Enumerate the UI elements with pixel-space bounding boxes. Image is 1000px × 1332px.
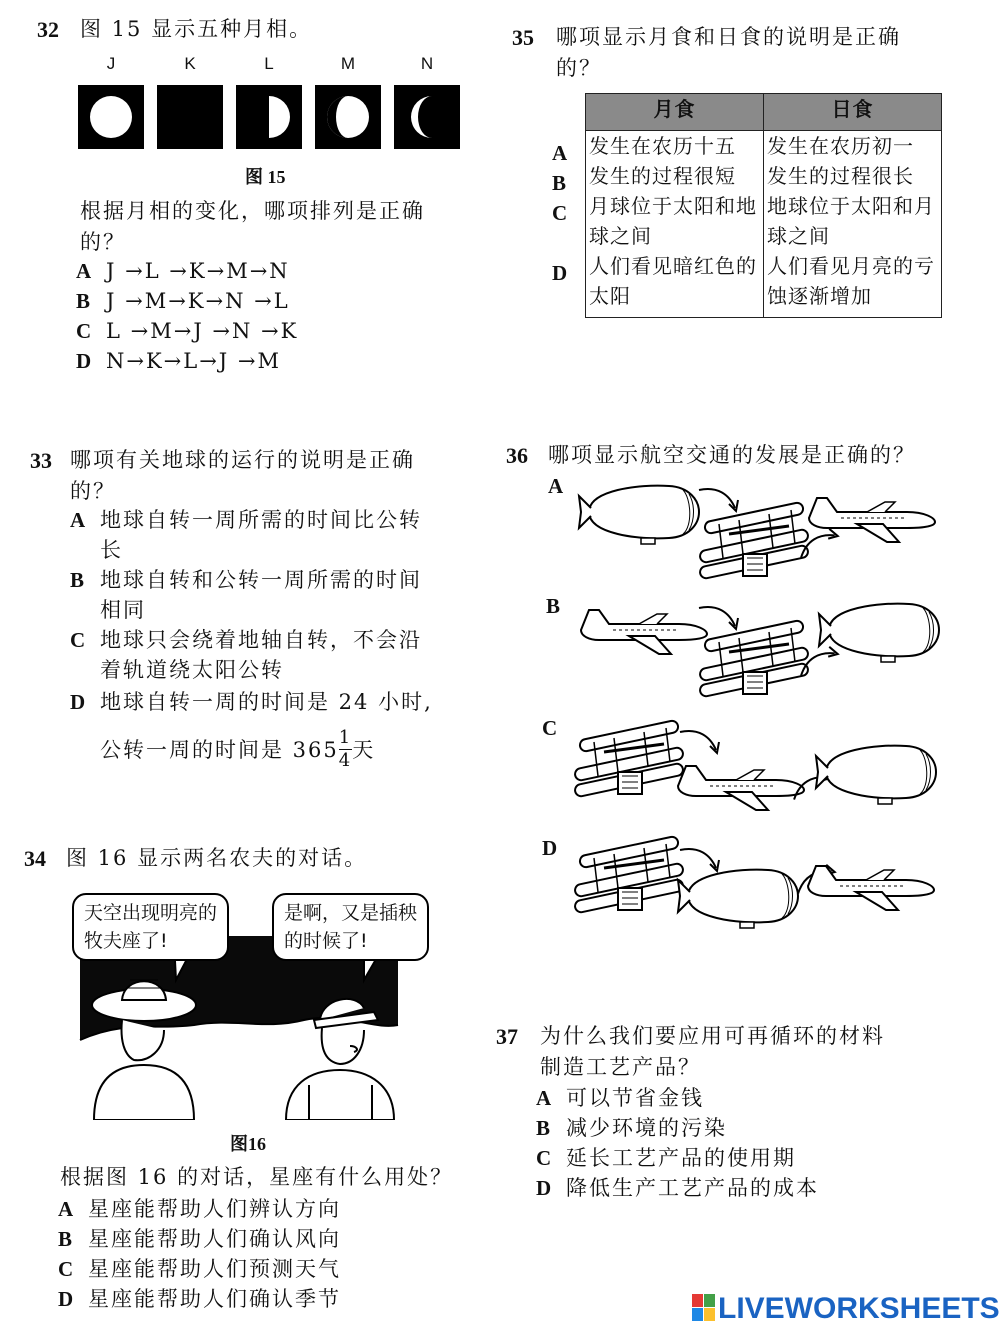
moon-phase-full [78,85,144,149]
biplane-icon [699,620,809,698]
q36-option-d-label[interactable]: D [542,836,558,860]
q33-number: 33 [30,448,52,473]
header-lunar-eclipse: 月食 [586,94,764,131]
table-row[interactable] [586,251,942,318]
biplane-icon [574,836,684,914]
moon-label-j: J [106,54,116,73]
q37-option-d[interactable]: D 降低生产工艺产品的成本 [536,1176,819,1200]
q37-option-b[interactable]: B 减少环境的污染 [536,1116,727,1140]
q32-option-a[interactable]: A J →L →K→M→N [76,259,290,283]
jet-icon [678,766,804,810]
q32-option-b[interactable]: B J →M→K→N →L [76,289,290,313]
q37-option-a[interactable]: A 可以节省金钱 [536,1086,704,1110]
q36-option-a-label[interactable]: A [548,474,564,498]
lunar-cell: 月球位于太阳和地球之间 [586,191,764,251]
q35-letter-a[interactable]: A [552,141,568,165]
q35-letter-c[interactable]: C [552,201,568,225]
q37-number: 37 [496,1024,518,1049]
jet-icon [581,610,707,654]
q33-option-a[interactable]: A 地球自转一周所需的时间比公转 长 [70,508,422,562]
q34-option-a[interactable]: A 星座能帮助人们辨认方向 [58,1197,341,1221]
moon-label-k: K [184,54,196,73]
arrow-icon [680,731,719,753]
q34-option-d[interactable]: D 星座能帮助人们确认季节 [58,1287,341,1311]
q35-letter-d[interactable]: D [552,261,568,285]
moon-phase-new [157,85,223,149]
q34-figure-caption: 图16 [230,1134,266,1154]
solar-cell: 发生在农历初一 [764,131,942,162]
lunar-cell: 人们看见暗红色的太阳 [586,251,764,318]
lunar-cell: 发生在农历十五 [586,131,764,162]
biplane-icon [574,720,684,798]
table-row[interactable] [586,191,942,251]
q37-stem: 为什么我们要应用可再循环的材料 制造工艺产品？ [540,1024,885,1079]
q36-option-b-label[interactable]: B [546,594,561,618]
q34-number: 34 [24,846,46,871]
q33-stem: 哪项有关地球的运行的说明是正确的？ [70,448,415,503]
moon-phase-gibbous [315,85,381,149]
arrow-icon [800,641,839,686]
q35-number: 35 [512,25,534,50]
lunar-cell: 发生的过程很短 [586,161,764,191]
speech-bubble-left: 天空出现明亮的 牧夫座了! [72,893,229,961]
airship-icon [816,746,936,804]
q36-option-d-sequence[interactable] [570,830,945,940]
liveworksheets-logo-icon [692,1294,716,1322]
solar-cell: 发生的过程很长 [764,161,942,191]
liveworksheets-brand[interactable]: LIVEWORKSHEETS [718,1292,1000,1325]
q34-stem: 图 16 显示两名农夫的对话。 [66,846,368,870]
q33-option-c[interactable]: C 地球只会绕着地轴自转，不会沿 着轨道绕太阳公转 [70,628,422,682]
eclipse-table [585,93,942,318]
arrow-icon [800,523,839,568]
q36-option-c-label[interactable]: C [542,716,558,740]
q32-option-d[interactable]: D N→K→L→J →M [76,349,281,373]
biplane-icon [699,502,809,580]
moon-label-m: M [340,54,356,73]
q36-option-c-sequence[interactable] [570,712,945,822]
solar-cell: 地球位于太阳和月球之间 [764,191,942,251]
speech-bubble-right: 是啊，又是插秧 的时候了! [272,893,429,961]
arrow-icon [680,849,719,871]
jet-icon [808,866,934,910]
q36-option-a-sequence[interactable] [575,476,945,586]
q37-option-c[interactable]: C 延长工艺产品的使用期 [536,1146,796,1170]
q32-question: 根据月相的变化，哪项排列是正确的？ [80,199,425,254]
arrow-icon [699,489,738,511]
q33-option-d[interactable]: D 地球自转一周的时间是 24 小时, 公转一周的时间是 365 $\frac{1}{4}$ 天 [70,690,433,771]
q34-option-b[interactable]: B 星座能帮助人们确认风向 [58,1227,341,1251]
q32-number: 32 [37,17,59,42]
q32-option-c[interactable]: C L →M→J →N →K [76,319,299,343]
header-solar-eclipse: 日食 [764,94,942,131]
table-row[interactable] [586,161,942,191]
q33-option-b[interactable]: B 地球自转和公转一周所需的时间 相同 [70,568,422,622]
moon-label-l: L [264,54,274,73]
q35-letter-b[interactable]: B [552,171,567,195]
q36-stem: 哪项显示航空交通的发展是正确的？ [548,443,916,467]
q34-question: 根据图 16 的对话，星座有什么用处？ [60,1165,454,1189]
q36-option-b-sequence[interactable] [575,594,945,704]
arrow-icon [699,607,738,629]
airship-icon [579,486,699,544]
q32-figure-caption: 图 15 [245,167,286,187]
q32-stem: 图 15 显示五种月相。 [80,17,313,41]
table-row[interactable] [586,131,942,162]
q36-number: 36 [506,443,528,468]
q34-option-c[interactable]: C 星座能帮助人们预测天气 [58,1257,341,1281]
airship-icon [678,870,798,928]
solar-cell: 人们看见月亮的亏蚀逐渐增加 [764,251,942,318]
moon-phase-half [236,85,302,149]
q35-stem: 哪项显示月食和日食的说明是正确 的？ [556,25,901,80]
fraction-one-quarter: $\frac{1}{4}$ [338,727,353,771]
moon-phase-crescent [394,85,460,149]
moon-label-n: N [420,54,434,73]
